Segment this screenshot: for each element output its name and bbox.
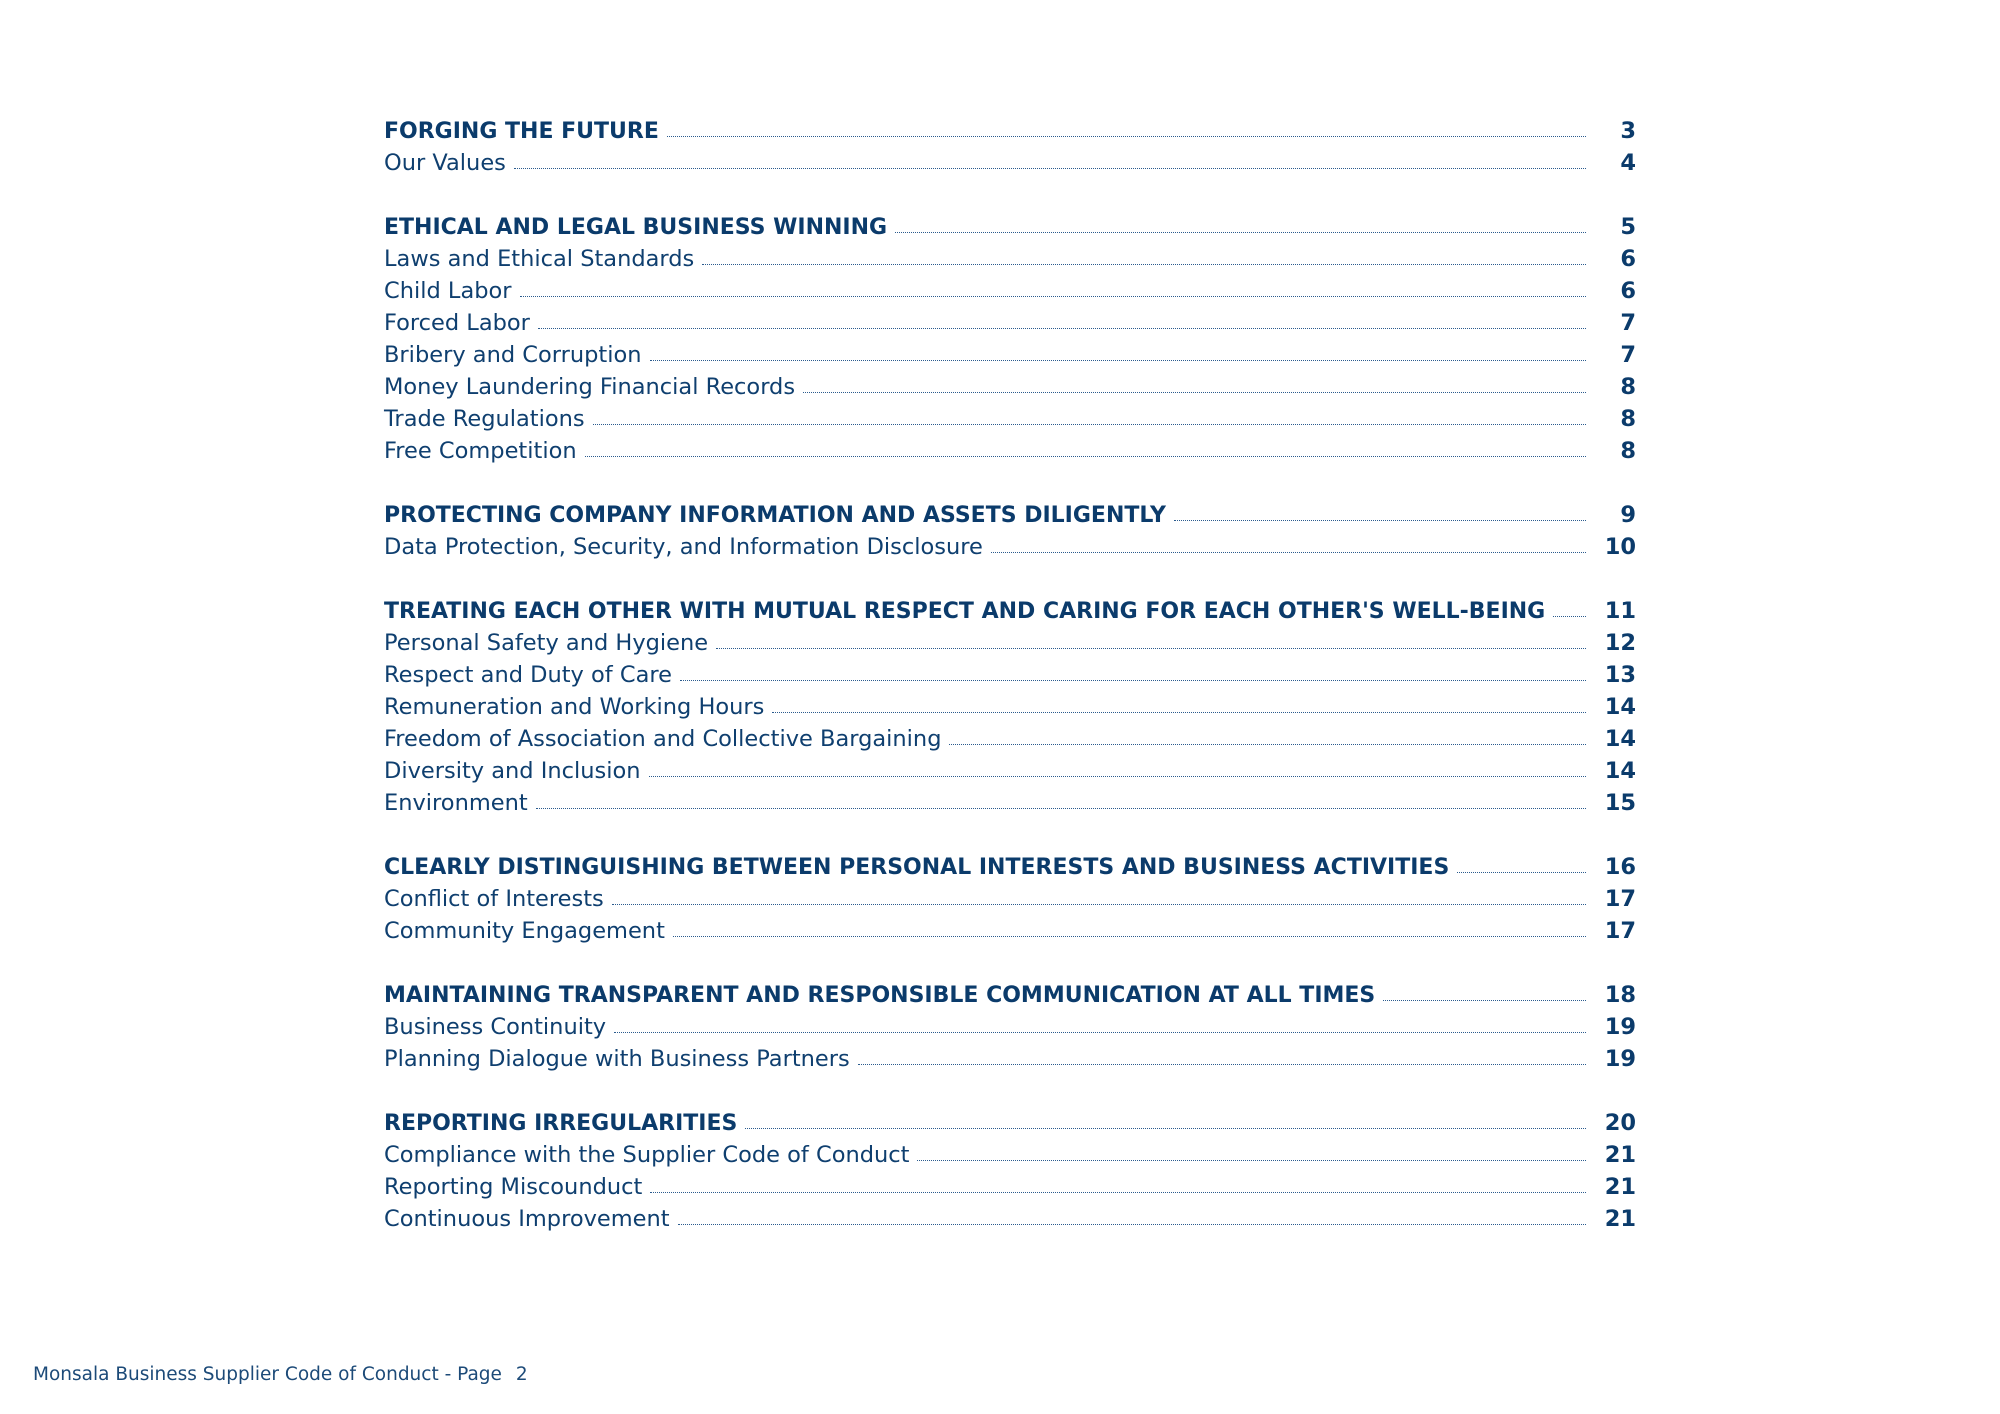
dot-leader: [917, 1160, 1586, 1161]
toc-entry-page-number: 14: [1604, 726, 1636, 752]
toc-entry-title: PROTECTING COMPANY INFORMATION AND ASSETS DILIGENTLY: [384, 502, 1166, 528]
dot-leader: [673, 936, 1586, 937]
toc-entry[interactable]: [384, 147, 1636, 179]
toc-entry-title: Freedom of Association and Collective Bargaining: [384, 726, 942, 752]
dot-leader: [1457, 872, 1586, 873]
dot-leader: [858, 1064, 1586, 1065]
toc-entry[interactable]: [384, 755, 1636, 787]
toc-entry-page-number: 8: [1620, 438, 1636, 464]
toc-entry[interactable]: [384, 627, 1636, 659]
toc-entry-title: ETHICAL AND LEGAL BUSINESS WINNING: [384, 214, 888, 240]
toc-entry[interactable]: [384, 531, 1636, 563]
toc-entry-page-number: 7: [1620, 342, 1636, 368]
dot-leader: [667, 136, 1586, 137]
toc-entry-title: Trade Regulations: [384, 406, 585, 432]
dot-leader: [1174, 520, 1586, 521]
toc-entry[interactable]: [384, 275, 1636, 307]
toc-entry-page-number: 5: [1620, 214, 1636, 240]
toc-entry-page-number: 6: [1620, 246, 1636, 272]
toc-entry-page-number: 7: [1620, 310, 1636, 336]
dot-leader: [538, 328, 1586, 329]
toc-entry[interactable]: [384, 1011, 1636, 1043]
toc-entry-title: Business Continuity: [384, 1014, 607, 1040]
toc-entry-title: REPORTING IRREGULARITIES: [384, 1110, 738, 1136]
toc-entry-title: Laws and Ethical Standards: [384, 246, 695, 272]
toc-section: [384, 851, 1636, 947]
toc-heading-entry[interactable]: [384, 851, 1636, 883]
toc-section: [384, 595, 1636, 819]
toc-entry-page-number: 8: [1620, 406, 1636, 432]
toc-entry[interactable]: [384, 915, 1636, 947]
toc-entry-title: Forced Labor: [384, 310, 530, 336]
page-footer: [33, 1364, 528, 1385]
dot-leader: [649, 776, 1586, 777]
toc-heading-entry[interactable]: [384, 979, 1636, 1011]
toc-entry-title: Community Engagement: [384, 918, 665, 944]
toc-entry-page-number: 14: [1604, 694, 1636, 720]
toc-entry[interactable]: [384, 1171, 1636, 1203]
toc-entry[interactable]: [384, 403, 1636, 435]
dot-leader: [680, 680, 1586, 681]
dot-leader: [614, 1032, 1586, 1033]
toc-entry-title: Respect and Duty of Care: [384, 662, 672, 688]
dot-leader: [585, 456, 1586, 457]
dot-leader: [895, 232, 1586, 233]
toc-entry-title: Money Laundering Financial Records: [384, 374, 796, 400]
toc-entry-page-number: 12: [1604, 630, 1636, 656]
toc-entry-title: MAINTAINING TRANSPARENT AND RESPONSIBLE COMMUNICATION AT ALL TIMES: [384, 982, 1376, 1008]
toc-entry[interactable]: [384, 723, 1636, 755]
dot-leader: [745, 1128, 1586, 1129]
table-of-contents: [384, 115, 1636, 1267]
toc-entry-page-number: 13: [1604, 662, 1636, 688]
toc-section: [384, 1107, 1636, 1235]
toc-heading-entry[interactable]: [384, 499, 1636, 531]
toc-entry-page-number: 10: [1604, 534, 1636, 560]
toc-entry-title: TREATING EACH OTHER WITH MUTUAL RESPECT AND CARING FOR EACH OTHER'S WELL-BEING: [384, 598, 1546, 624]
toc-heading-entry[interactable]: [384, 211, 1636, 243]
dot-leader: [1553, 616, 1586, 617]
toc-entry-page-number: 21: [1604, 1206, 1636, 1232]
toc-entry-page-number: 3: [1620, 118, 1636, 144]
toc-entry-title: Bribery and Corruption: [384, 342, 642, 368]
toc-entry-page-number: 9: [1620, 502, 1636, 528]
toc-entry[interactable]: [384, 1139, 1636, 1171]
toc-entry[interactable]: [384, 883, 1636, 915]
toc-entry-page-number: 17: [1604, 918, 1636, 944]
dot-leader: [949, 744, 1586, 745]
toc-entry-page-number: 16: [1604, 854, 1636, 880]
toc-entry[interactable]: [384, 243, 1636, 275]
toc-entry-title: Environment: [384, 790, 528, 816]
dot-leader: [716, 648, 1586, 649]
toc-entry[interactable]: [384, 787, 1636, 819]
toc-entry-title: Personal Safety and Hygiene: [384, 630, 709, 656]
toc-entry-page-number: 21: [1604, 1142, 1636, 1168]
toc-entry-page-number: 14: [1604, 758, 1636, 784]
toc-entry-title: Our Values: [384, 150, 506, 176]
toc-heading-entry[interactable]: [384, 595, 1636, 627]
toc-entry[interactable]: [384, 691, 1636, 723]
dot-leader: [702, 264, 1586, 265]
toc-section: [384, 499, 1636, 563]
toc-section: [384, 115, 1636, 179]
dot-leader: [593, 424, 1586, 425]
toc-entry-title: Child Labor: [384, 278, 512, 304]
toc-entry-page-number: 19: [1604, 1014, 1636, 1040]
toc-entry[interactable]: [384, 371, 1636, 403]
dot-leader: [612, 904, 1586, 905]
toc-entry-page-number: 15: [1604, 790, 1636, 816]
toc-entry-title: Free Competition: [384, 438, 577, 464]
toc-entry-page-number: 8: [1620, 374, 1636, 400]
toc-entry-title: Continuous Improvement: [384, 1206, 670, 1232]
toc-entry-title: FORGING THE FUTURE: [384, 118, 659, 144]
toc-entry-title: CLEARLY DISTINGUISHING BETWEEN PERSONAL INTERESTS AND BUSINESS ACTIVITIES: [384, 854, 1450, 880]
toc-entry-page-number: 19: [1604, 1046, 1636, 1072]
toc-heading-entry[interactable]: [384, 115, 1636, 147]
toc-entry[interactable]: [384, 339, 1636, 371]
dot-leader: [1383, 1000, 1586, 1001]
toc-section: [384, 979, 1636, 1075]
toc-entry-page-number: 20: [1604, 1110, 1636, 1136]
toc-entry[interactable]: [384, 659, 1636, 691]
toc-entry[interactable]: [384, 435, 1636, 467]
toc-entry-title: Conflict of Interests: [384, 886, 604, 912]
toc-entry-page-number: 11: [1604, 598, 1636, 624]
toc-entry-page-number: 4: [1620, 150, 1636, 176]
dot-leader: [536, 808, 1586, 809]
toc-entry-title: Diversity and Inclusion: [384, 758, 641, 784]
toc-heading-entry[interactable]: [384, 1107, 1636, 1139]
dot-leader: [803, 392, 1586, 393]
toc-entry-title: Data Protection, Security, and Information Disclosure: [384, 534, 983, 560]
toc-entry-title: Reporting Miscounduct: [384, 1174, 643, 1200]
toc-entry-page-number: 17: [1604, 886, 1636, 912]
toc-entry-title: Compliance with the Supplier Code of Conduct: [384, 1142, 910, 1168]
dot-leader: [514, 168, 1586, 169]
toc-entry-page-number: 18: [1604, 982, 1636, 1008]
footer-page-number: 2: [515, 1364, 528, 1385]
toc-entry[interactable]: [384, 1203, 1636, 1235]
toc-entry-title: Planning Dialogue with Business Partners: [384, 1046, 850, 1072]
toc-entry[interactable]: [384, 1043, 1636, 1075]
dot-leader: [678, 1224, 1586, 1225]
dot-leader: [991, 552, 1586, 553]
dot-leader: [772, 712, 1586, 713]
toc-entry-title: Remuneration and Working Hours: [384, 694, 765, 720]
toc-entry[interactable]: [384, 307, 1636, 339]
toc-section: [384, 211, 1636, 467]
dot-leader: [520, 296, 1586, 297]
dot-leader: [650, 1192, 1586, 1193]
footer-title: Monsala Business Supplier Code of Conduct - Page: [33, 1364, 502, 1385]
dot-leader: [650, 360, 1587, 361]
toc-entry-page-number: 6: [1620, 278, 1636, 304]
toc-entry-page-number: 21: [1604, 1174, 1636, 1200]
